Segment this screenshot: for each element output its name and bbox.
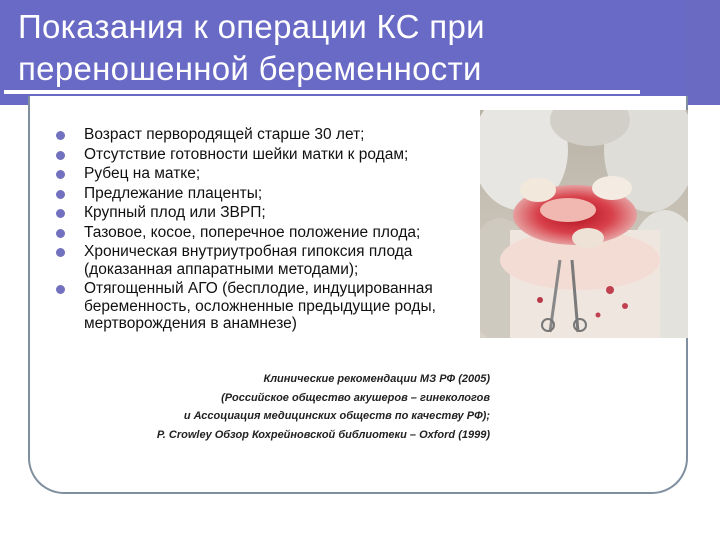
list-item: [52, 204, 492, 222]
list-item: [52, 165, 492, 183]
title-box: [0, 0, 686, 104]
title-underline: [4, 90, 640, 94]
list-item-text: Возраст первородящей старше 30 лет;: [84, 126, 365, 143]
bullet-icon: [56, 209, 65, 218]
list-item-text: Отсутствие готовности шейки матки к родам;: [84, 145, 409, 163]
list-item: [52, 243, 492, 278]
bullet-icon: [56, 229, 65, 238]
list-item-text: Тазовое, косое, поперечное положение плода;: [84, 223, 421, 241]
indications-list: [52, 126, 492, 333]
bullet-icon: [56, 170, 65, 179]
title-line-2: переношенной беременности: [18, 50, 482, 87]
list-item-text: Крупный плод или ЗВРП;: [84, 204, 266, 221]
reference-line: (Российское общество акушеров – гинекологов: [221, 391, 490, 404]
surgery-photo: [480, 110, 688, 338]
list-item: [52, 185, 492, 203]
slide-title: [18, 6, 638, 90]
list-item-text: Хроническая внутриутробная гипоксия плода (доказанная аппаратными методами);: [84, 243, 413, 278]
reference-line: Клинические рекомендации МЗ РФ (2005): [263, 373, 490, 385]
bullet-icon: [56, 248, 65, 257]
reference-line: P. Crowley Обзор Кохрейновской библиотеки – Oxford (1999): [156, 428, 490, 441]
surgery-photo-image: [480, 110, 688, 338]
list-item: [52, 224, 492, 242]
bullet-icon: [56, 131, 65, 140]
list-item: [52, 126, 492, 144]
list-item: [52, 146, 492, 164]
list-item-text: Рубец на матке;: [84, 165, 201, 182]
reference-line: и Ассоциация медицинских обществ по качеству РФ);: [183, 410, 490, 422]
title-line-1: Показания к операции КС при: [18, 8, 485, 45]
list-item: [52, 280, 492, 333]
bullet-icon: [56, 285, 65, 294]
bullet-icon: [56, 190, 65, 199]
list-item-text: Предлежание плаценты;: [84, 184, 263, 202]
references-block: [60, 370, 490, 444]
bullet-icon: [56, 151, 65, 160]
list-item-text: Отягощенный АГО (бесплодие, индуцированная беременность, осложненные предыдущие роды, мертворождения в анамнезе): [84, 280, 436, 332]
